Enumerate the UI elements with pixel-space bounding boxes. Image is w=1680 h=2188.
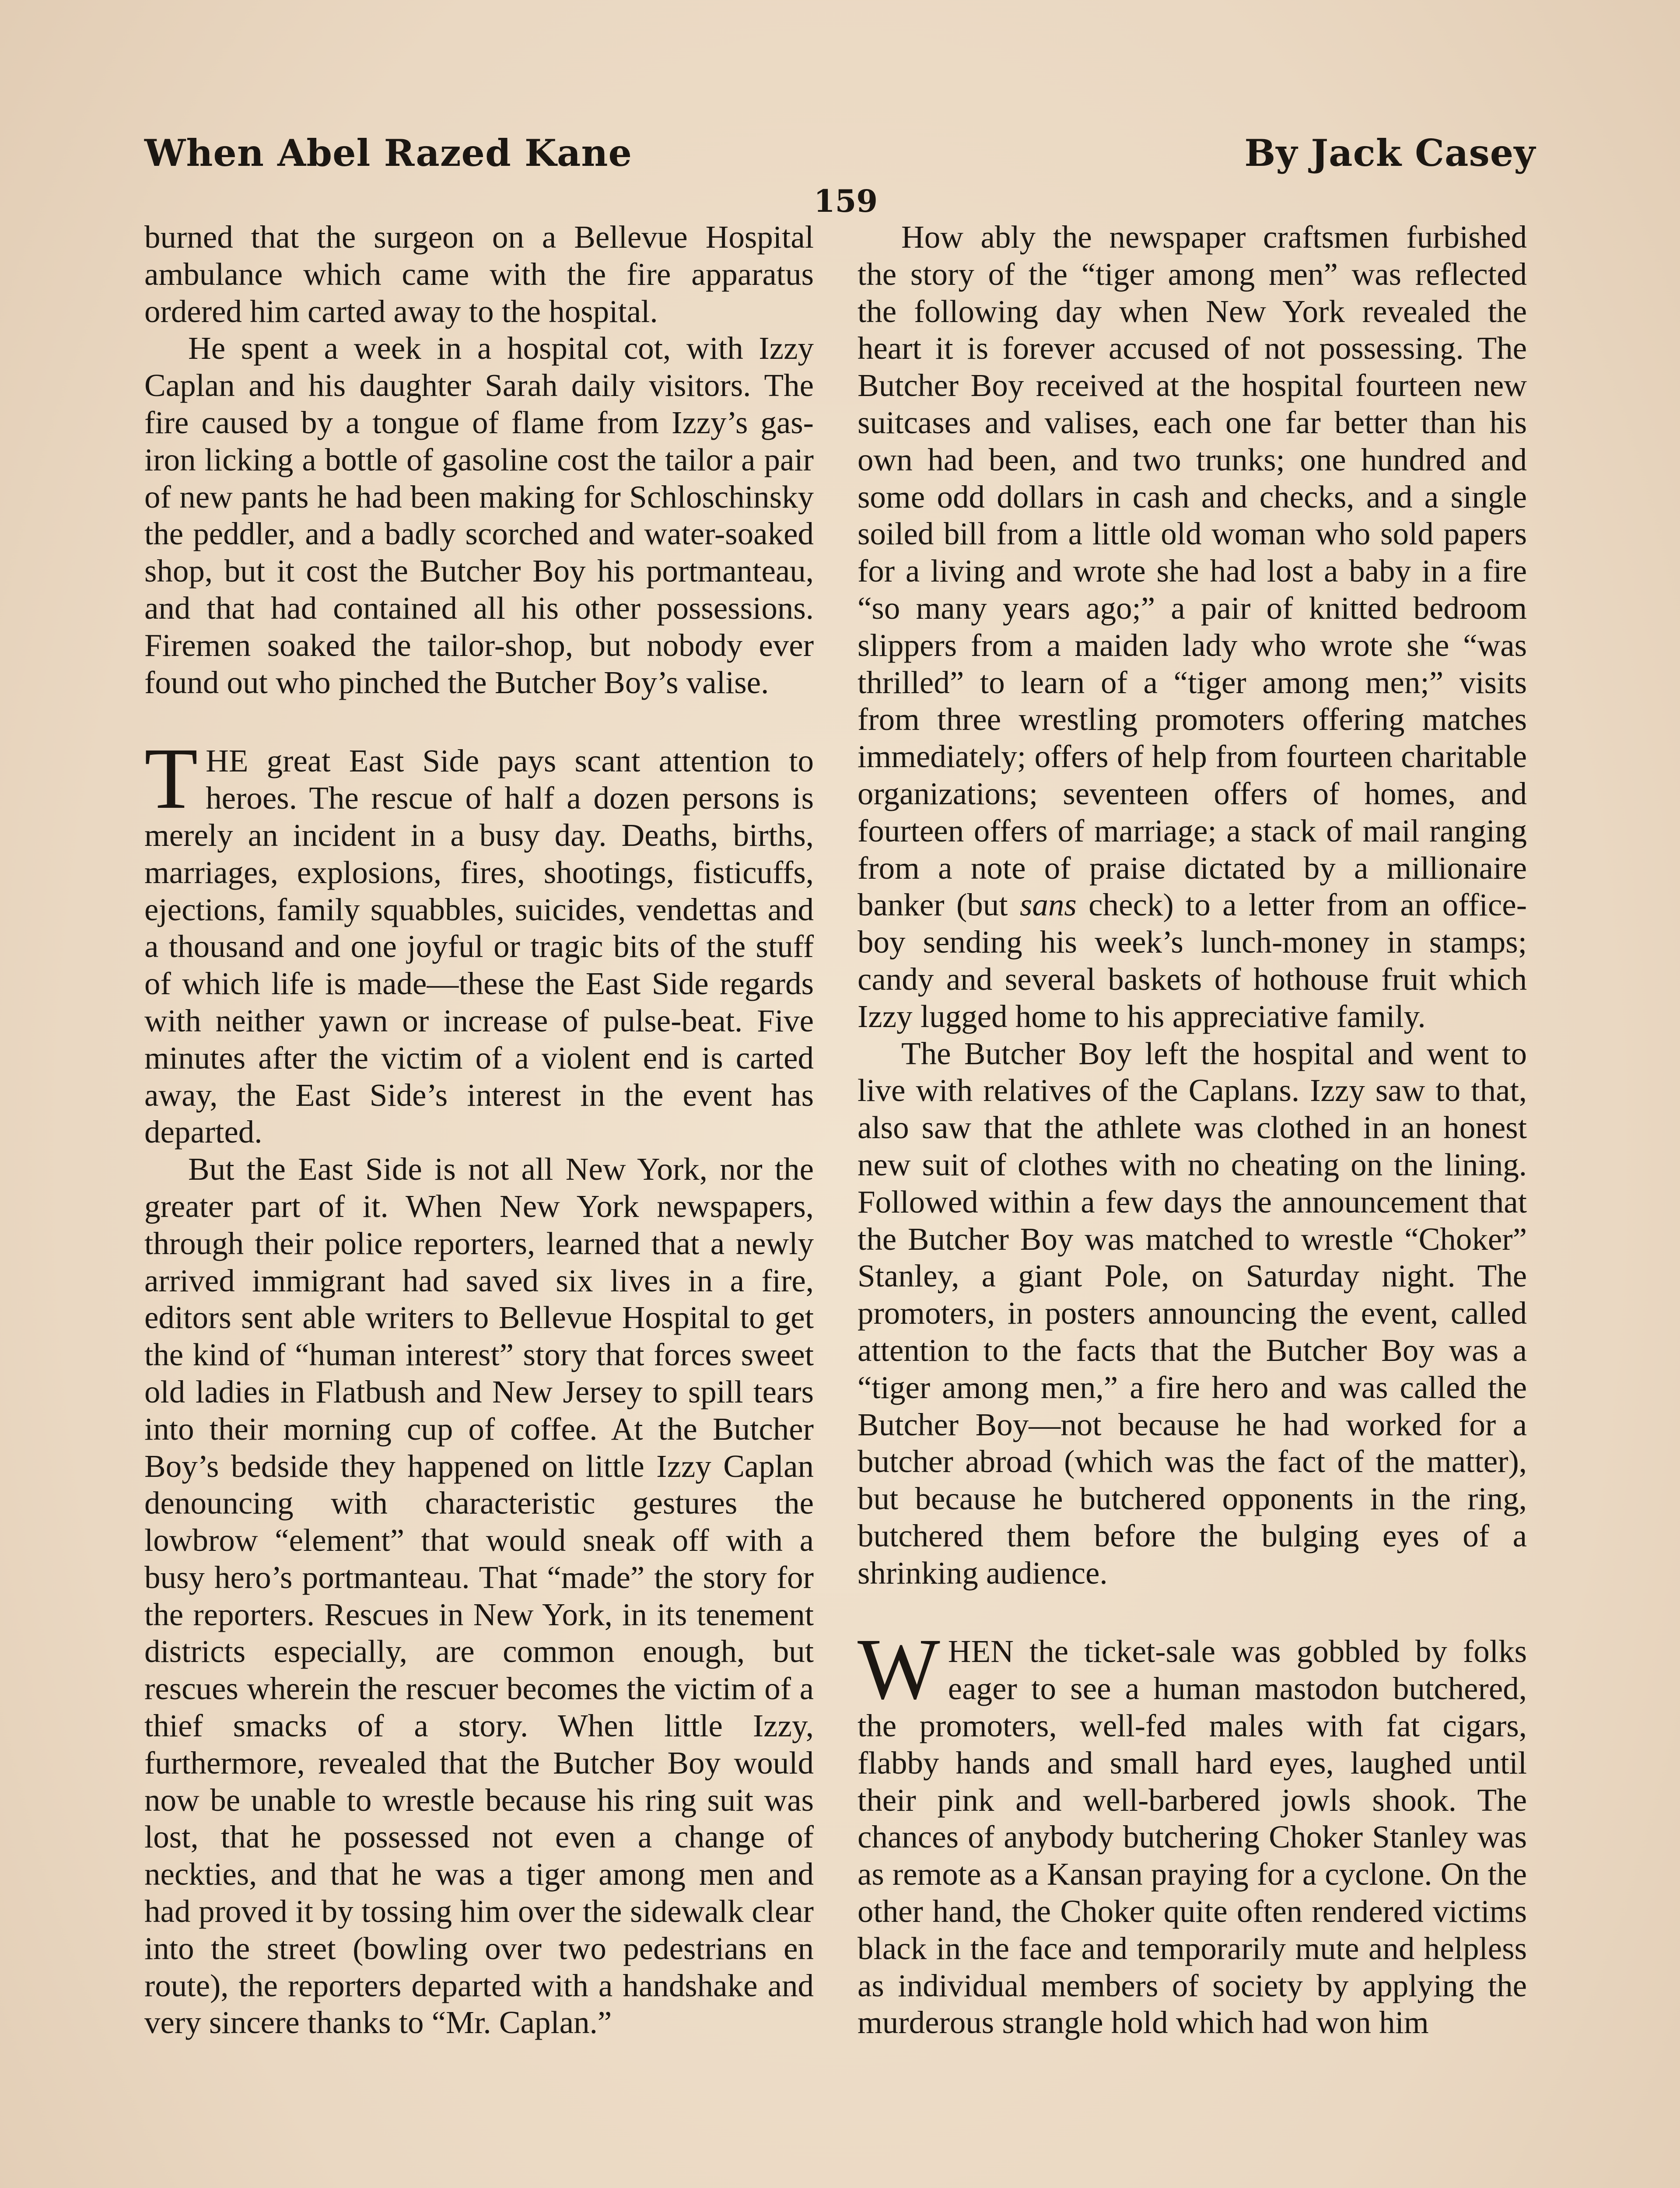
left-column <box>144 219 814 2041</box>
italic-word: sans <box>1019 887 1077 923</box>
paragraph: But the East Side is not all New York, nor the greater part of it. When New York newspapers, through their police reporters, learned that a newly arrived immigrant had saved six lives in a fire, editors sent able writers to Bellevue Hospital to get the kind of “human interest” story that forces sweet old ladies in Flatbush and New Jersey to spill tears into their morning cup of coffee. At the Butcher Boy’s bedside they happened on little Izzy Caplan denouncing with characteristic gestures the lowbrow “element” that would sneak off with a busy hero’s portmanteau. That “made” the story for the reporters. Rescues in New York, in its tenement districts especially, are common enough, but rescues wherein the rescuer becomes the victim of a thief smacks of a story. When little Izzy, furthermore, revealed that the Butcher Boy would now be unable to wrestle because his ring suit was lost, that he possessed not even a change of neckties, and that he was a tiger among men and had proved it by tossing him over the sidewalk clear into the street (bowling over two pedestrians en route), the reporters departed with a handshake and very sincere thanks to “Mr. Caplan.” <box>144 1151 814 2041</box>
drop-cap: T <box>144 730 198 828</box>
paragraph: He spent a week in a hospital cot, with Izzy Caplan and his daughter Sarah daily visitors. The fire caused by a tongue of flame from Izzy’s gas-iron licking a bottle of gasoline cost the tailor a pair of new pants he had been making for Schloschinsky the peddler, and a badly scorched and water-soaked shop, but it cost the Butcher Boy his portmanteau, and that had contained all his other possessions. Firemen soaked the tailor-shop, but nobody ever found out who pinched the Butcher Boy’s valise. <box>144 330 814 700</box>
paragraph: burned that the surgeon on a Bellevue Hospital ambulance which came with the fire apparatus ordered him carted away to the hospital. <box>144 219 814 329</box>
paragraph <box>858 219 1527 1035</box>
paragraph-text: HE great East Side pays scant attention to heroes. The rescue of half a dozen persons is merely an incident in a busy day. Deaths, births, marriages, explosions, fires, shootings, fisticuffs, ejections, family squabbles, suicides, vendettas and a thousand and one joyful or tragic bits of the stuff of which life is made—these the East Side regards with neither yawn or increase of pulse-beat. Five minutes after the victim of a violent end is carted away, the East Side’s interest in the event has departed. <box>144 743 814 1150</box>
paragraph: The Butcher Boy left the hospital and went to live with relatives of the Caplans. Izzy saw to that, also saw that the athlete was clothed in an honest new suit of clothes with no cheating on the lining. Followed within a few days the announcement that the Butcher Boy was matched to wrestle “Choker” Stanley, a giant Pole, on Saturday night. The promoters, in posters announcing the event, called attention to the facts that the Butcher Boy was a “tiger among men,” a fire hero and was called the Butcher Boy—not because he had worked for a butcher abroad (which was the fact of the matter), but because he butchered opponents in the ring, butchered them before the bulging eyes of a shrinking audience. <box>858 1035 1527 1591</box>
section-paragraph <box>858 1621 1527 2041</box>
running-author: By Jack Casey <box>1244 131 1536 175</box>
paragraph-text: HEN the ticket-sale was gobbled by folks eager to see a human mastodon butchered, the promoters, well-fed males with fat cigars, flabby hands and small hard eyes, laughed until their pink and well-barbered jowls shook. The chances of anybody butchering Choker Stanley was as remote as a Kansan praying for a cyclone. On the other hand, the Choker quite often rendered victims black in the face and temporarily mute and helpless as individual members of society by applying the murderous strangle hold which had won him <box>858 1634 1527 2041</box>
section-paragraph <box>144 730 814 1151</box>
right-column <box>858 219 1527 2041</box>
page-number: 159 <box>814 183 878 219</box>
paragraph-text: check) to a letter from an officeboy sending his week’s lunch-money in stamps; candy and several baskets of hothouse fruit which Izzy lugged home to his appreciative family. <box>858 887 1527 1034</box>
running-title: When Abel Razed Kane <box>144 131 632 175</box>
drop-cap: W <box>858 1621 940 1718</box>
paragraph-text: How ably the newspaper craftsmen furbished the story of the “tiger among men” was reflected the following day when New York revealed the heart it is forever accused of not possessing. The Butcher Boy received at the hospital fourteen new suitcases and valises, each one far better than his own had been, and two trunks; one hundred and some odd dollars in cash and checks, and a single soiled bill from a little old woman who sold papers for a living and wrote she had lost a baby in a fire “so many years ago;” a pair of knitted bedroom slippers from a maiden lady who wrote she “was thrilled” to learn of a “tiger among men;” visits from three wrestling promoters offering matches immediately; offers of help from fourteen charitable organizations; seventeen offers of homes, and fourteen offers of marriage; a stack of mail ranging from a note of praise dictated by a millionaire banker (but <box>858 219 1527 923</box>
